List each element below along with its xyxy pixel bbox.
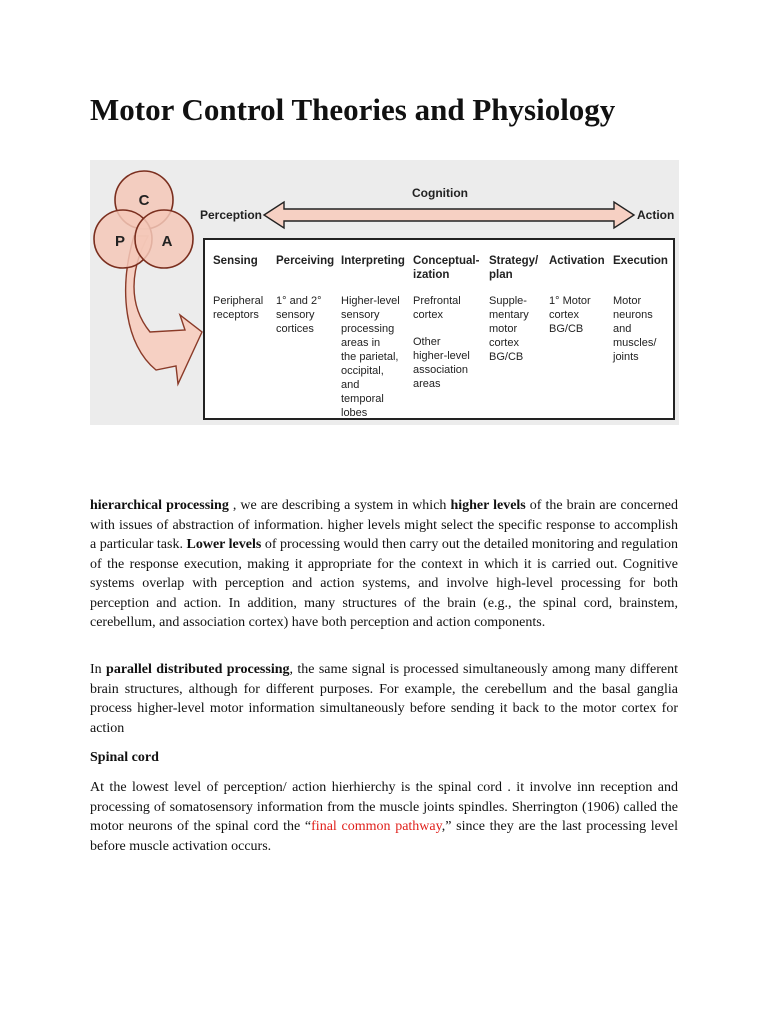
- action-label: Action: [637, 208, 675, 222]
- text-run: of processing would then carry out the detailed monitoring and regulation of the response execution, making it appropriate for the context in which it is carried out. Cognitive systems overlap with perception and action systems, and involve high-level processing for both perception and action. In addition, many structures of the brain (e.g., the spinal cord, brainstem, cerebellum, and association cortex) have both perception and action components.: [90, 537, 679, 630]
- term-parallel-distributed-processing: parallel distributed processing: [106, 662, 290, 677]
- processing-stages-table: [203, 238, 675, 420]
- venn-label-p: P: [114, 233, 126, 250]
- text-run: In: [90, 662, 107, 677]
- stage-body: 1° Motor cortex BG/CB: [549, 295, 591, 335]
- perception-label: Perception: [200, 208, 263, 222]
- term-higher-levels: higher levels: [450, 498, 526, 513]
- stage-body: Higher-level sensory processing areas in the parietal, occipital, and temporal lobes: [341, 295, 400, 419]
- page-title: Motor Control Theories and Physiology: [90, 92, 616, 127]
- stage-body: Prefrontal cortex: [413, 295, 461, 321]
- stage-heading: Conceptual- ization: [413, 255, 480, 281]
- section-heading-spinal-cord: [90, 748, 678, 768]
- text-run: , the same signal is processed simultaneously among many different brain structures, although for different purposes. For example, the cerebellum and the basal ganglia process higher-level motor information simultaneously before sending it back to the motor cortex for action: [90, 662, 678, 736]
- heading-text: Spinal cord: [90, 750, 159, 765]
- paragraph-spinal-cord: [90, 778, 678, 856]
- stage-heading: Strategy/ plan: [489, 255, 539, 281]
- stage-body: Motor neurons and muscles/ joints: [613, 295, 657, 363]
- text-run: of the brain are concerned with issues of abstraction of information. higher levels might select the specific response to accomplish a particular task.: [90, 498, 678, 552]
- cognition-label: Cognition: [412, 186, 468, 200]
- term-lower-levels: Lower levels: [186, 537, 262, 552]
- stage-body: Peripheral receptors: [213, 295, 264, 321]
- text-run: , we are describing a system in which: [228, 498, 451, 513]
- stage-heading: Sensing: [213, 255, 258, 267]
- stage-body: Supple- mentary motor cortex BG/CB: [489, 295, 529, 363]
- hierarchy-figure: [90, 160, 679, 425]
- paragraph-hierarchical: [90, 496, 678, 633]
- paragraph-parallel: [90, 660, 678, 738]
- term-hierarchical-processing: hierarchical processing: [90, 498, 229, 513]
- stage-heading: Activation: [549, 255, 605, 267]
- stage-body-secondary: Other higher-level association areas: [413, 336, 470, 390]
- stage-heading: Perceiving: [276, 255, 335, 267]
- venn-label-a: A: [161, 233, 173, 250]
- text-run: At the lowest level of perception/ action hierhierchy is the spinal cord . it involve inn reception and processing of somatosensory information from the muscle joints spindles. Sherrington (1906) called the motor neurons of the spinal cord the “: [90, 780, 678, 834]
- text-run: ,” since they are the last processing level before muscle activation occurs.: [90, 819, 678, 854]
- double-arrow-icon: [264, 202, 634, 228]
- stage-heading: Execution: [613, 255, 668, 267]
- venn-label-c: C: [138, 192, 150, 209]
- stage-body: 1° and 2° sensory cortices: [276, 295, 322, 335]
- stage-heading: Interpreting: [341, 255, 405, 267]
- term-final-common-pathway: final common pathway: [311, 819, 442, 834]
